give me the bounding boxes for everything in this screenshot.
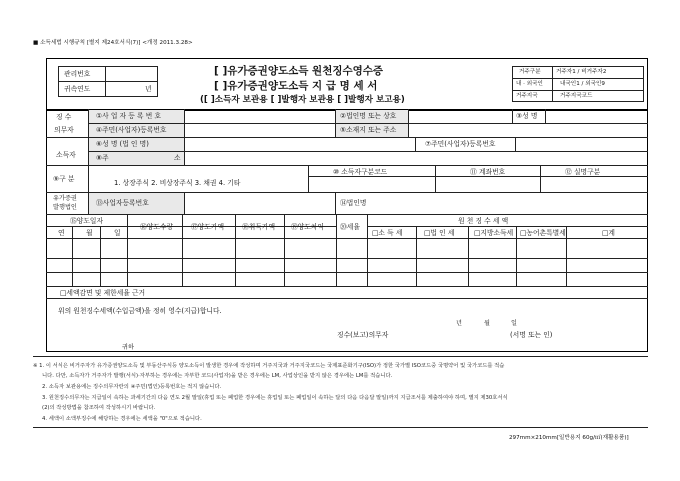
income-tax-header: □소 득 세 xyxy=(372,229,403,237)
local-tax-header: □지방소득세 xyxy=(474,229,514,237)
form-reference: ■ 소득세법 시행규칙 [별지 제24호서식(7)] <개정 2011.3.28> xyxy=(33,40,193,46)
payer-section-label-2: 의무자 xyxy=(54,126,74,134)
mgmt-no-label: 관리번호 xyxy=(64,70,91,78)
note-3b: (2)의 작성방법을 참조하여 작성하시기 바랍니다. xyxy=(42,405,156,411)
paper-spec: 297mm×210mm[일반용지 60g/㎡(재활용품)] xyxy=(509,435,629,441)
rate-header: ⑳세율 xyxy=(340,223,360,231)
residency-value: 거주자1 / 비거주자2 xyxy=(556,69,607,75)
total-header: □계 xyxy=(602,229,615,237)
note-4: 4. 세액이 소액부징수에 해당하는 경우에는 세액을 "0"으로 적습니다. xyxy=(42,416,202,422)
earner-address-label: ⑧주 xyxy=(96,154,109,162)
earner-section-label: 소득자 xyxy=(56,151,76,159)
country-label: 거주지국 xyxy=(516,93,538,99)
date-year: 년 xyxy=(456,320,462,327)
title-withholding-receipt: [ ]유가증권양도소득 원천징수영수증 xyxy=(214,65,384,77)
payer-name-label: ③성 명 xyxy=(516,112,538,120)
qty-header: ⑯양도수량 xyxy=(140,223,174,231)
signer-label: 징수(보고)의무자 xyxy=(337,331,389,339)
category-options: 1. 상장주식 2. 비상장주식 3. 채권 4. 기타 xyxy=(114,179,241,187)
note-3: 3. 원천징수의무자는 지급일이 속하는 과세기간의 다음 연도 2월 말일(휴업 또는 폐업한 경우에는 휴업일 또는 폐업일이 속하는 달의 다음 다음달 말일)까지 지급조서를 제출하여야 하며, 별지 제30호서식 xyxy=(42,395,508,401)
payer-biz-no-label: ①사 업 자 등 록 번 호 xyxy=(96,112,162,120)
title-payment-statement: [ ]유가증권양도소득 지 급 명 세 서 xyxy=(214,80,378,92)
note-2: 2. 소득자 보관용에는 징수의무자란의 ④주민(법인)등록번호는 적지 않습니다. xyxy=(42,384,222,390)
issuer-section-label-2: 발행법인 xyxy=(53,204,77,211)
signer-sign: (서명 또는 인) xyxy=(510,331,553,339)
payer-address-label: ⑤소재지 또는 주소 xyxy=(340,126,397,134)
earner-name-label: ⑥성 명 (법 인 명) xyxy=(96,140,149,148)
year-label: 귀속연도 xyxy=(64,85,91,93)
payer-corp-name-label: ②법인명 또는 상호 xyxy=(340,112,397,120)
declaration-text: 위의 원천징수세액(수입금액)을 정히 영수(지급)합니다. xyxy=(58,307,222,315)
day-header: 일 xyxy=(114,229,121,237)
corp-tax-header: □법 인 세 xyxy=(424,229,455,237)
note-1: ※ 1. 이 서식은 비거주자가 유가증권양도소득 및 부동산주식등 양도소득이 발생한 경우에 작성하며 거주지국과 거주지국코드는 국제표준화기구(ISO)가 정한 국가별 ISO코드중 국명약어 및 국가코드를 적습 xyxy=(33,363,505,369)
category-label: ⑨구 분 xyxy=(53,175,75,183)
month-header: 월 xyxy=(86,229,93,237)
real-name-label: ⑫ 실명구분 xyxy=(565,168,601,176)
year-suffix: 년 xyxy=(145,85,152,93)
account-no-label: ⑪ 계좌번호 xyxy=(470,168,506,176)
issuer-section-label: 유가증권 xyxy=(53,195,77,202)
withheld-header: 원 천 징 수 세 액 xyxy=(458,217,509,225)
date-day: 일 xyxy=(511,320,517,327)
earner-resident-no-label: ⑦주민(사업자)등록번호 xyxy=(425,140,496,148)
reduction-basis-label: □세액감면 및 제한세율 근거 xyxy=(60,289,146,297)
date-month: 월 xyxy=(484,320,490,327)
issuer-biz-no-label: ⑬사업자등록번호 xyxy=(96,199,149,207)
nationality-value: 내국인1 / 외국인9 xyxy=(560,81,605,87)
rural-tax-header: □농어촌특별세 xyxy=(520,229,566,237)
addressee: 귀하 xyxy=(122,344,134,351)
income-code-label: ⑩ 소득자구분코드 xyxy=(333,168,388,176)
price-header: ⑰양도가액 xyxy=(191,223,225,231)
residency-label: 거주구분 xyxy=(519,69,541,75)
payer-resident-no-label: ④주민(사업자)등록번호 xyxy=(96,126,167,134)
note-1b: 니다. 다만, 소득자가 거주자가 발행(서식)·자부하는 경우에는 자부한 코드(사업자)을 받은 경우에는 LM, 사업상인을 받지 않은 경우에는 LM를 적습니다. xyxy=(42,373,393,379)
nationality-label: 내 · 외국인 xyxy=(516,81,543,87)
issuer-corp-name-label: ⑭법인명 xyxy=(340,199,367,207)
transfer-date-header: ⑮양도일자 xyxy=(70,217,104,225)
payer-section-label: 징 수 xyxy=(56,113,72,121)
earner-address-label-2: 소 xyxy=(174,154,181,162)
title-copy-type: ([ ]소득자 보관용 [ ]발행자 보관용 [ ]발행자 보고용) xyxy=(200,95,405,105)
cost-header: ⑱취득가액 xyxy=(242,223,276,231)
year-header: 연 xyxy=(58,229,65,237)
country-code-label: 거주지국코드 xyxy=(560,93,593,99)
gain-header: ⑲양도차익 xyxy=(291,223,325,231)
